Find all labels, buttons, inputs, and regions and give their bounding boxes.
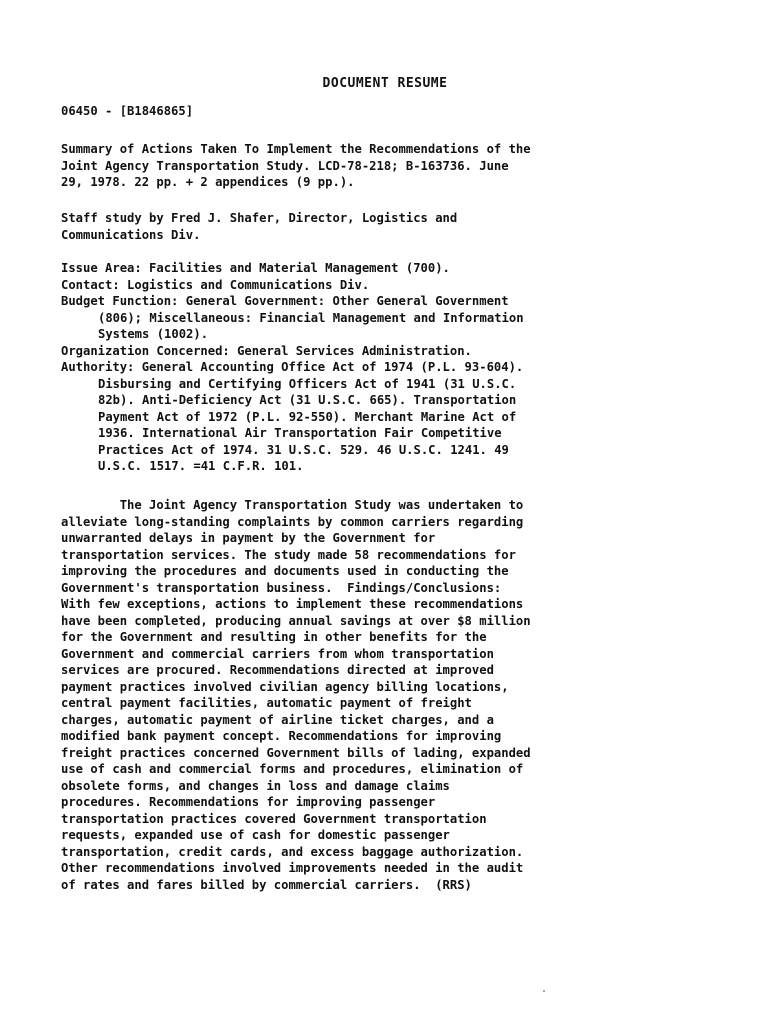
abstract-line: Government and commercial carriers from whom transportation xyxy=(61,646,494,661)
abstract-line: charges, automatic payment of airline ticket charges, and a xyxy=(61,712,494,727)
metadata-line: 1936. International Air Transportation Fair Competitive xyxy=(98,426,502,440)
metadata-line: Budget Function: General Government: Other General Government xyxy=(61,294,509,308)
abstract-line: Government's transportation business. Findings/Conclusions: xyxy=(61,580,502,595)
abstract-line: procedures. Recommendations for improving passenger xyxy=(61,795,436,809)
abstract-line: With few exceptions, actions to implement these recommendations xyxy=(61,597,524,611)
summary-line: Joint Agency Transportation Study. LCD-78-218; B-163736. June xyxy=(61,158,509,173)
index-metadata xyxy=(61,260,711,475)
metadata-line: Organization Concerned: General Services Administration. xyxy=(61,343,472,358)
abstract-line: payment practices involved civilian agency billing locations, xyxy=(61,679,509,694)
abstract-line: obsolete forms, and changes in loss and damage claims xyxy=(61,778,450,793)
abstract-line: unwarranted delays in payment by the Government for xyxy=(61,531,436,545)
metadata-line: 82b). Anti-Deficiency Act (31 U.S.C. 665). Transportation xyxy=(98,393,517,407)
accession-number: 06450 - [B1846865] xyxy=(61,104,194,118)
summary-citation xyxy=(61,141,711,191)
metadata-line: Disbursing and Certifying Officers Act of 1941 (31 U.S.C. xyxy=(98,376,517,391)
abstract-paragraph xyxy=(61,497,711,893)
metadata-line: Contact: Logistics and Communications Div. xyxy=(61,277,370,292)
abstract-line: have been completed, producing annual savings at over $8 million xyxy=(61,613,531,628)
scan-speck xyxy=(543,990,545,992)
metadata-line: Payment Act of 1972 (P.L. 92-550). Merchant Marine Act of xyxy=(98,409,517,424)
abstract-line: for the Government and resulting in other benefits for the xyxy=(61,630,487,644)
staff-line: Communications Div. xyxy=(61,227,201,242)
metadata-line: Systems (1002). xyxy=(98,327,209,341)
abstract-line: use of cash and commercial forms and procedures, elimination of xyxy=(61,762,524,776)
abstract-line: central payment facilities, automatic payment of freight xyxy=(61,696,472,710)
abstract-line: requests, expanded use of cash for domestic passenger xyxy=(61,828,450,842)
abstract-line: alleviate long-standing complaints by common carriers regarding xyxy=(61,514,524,529)
metadata-line: (806); Miscellaneous: Financial Management and Information xyxy=(98,310,524,325)
staff-line: Staff study by Fred J. Shafer, Director, Logistics and xyxy=(61,211,458,225)
abstract-line: modified bank payment concept. Recommendations for improving xyxy=(61,729,502,743)
abstract-line: services are procured. Recommendations directed at improved xyxy=(61,663,494,677)
metadata-line: U.S.C. 1517. =41 C.F.R. 101. xyxy=(98,459,304,473)
document-title: DOCUMENT RESUME xyxy=(322,76,448,91)
summary-line: Summary of Actions Taken To Implement the Recommendations of the xyxy=(61,142,531,156)
abstract-line: The Joint Agency Transportation Study was undertaken to xyxy=(61,498,524,512)
metadata-line: Authority: General Accounting Office Act of 1974 (P.L. 93-604). xyxy=(61,360,524,374)
abstract-line: improving the procedures and documents used in conducting the xyxy=(61,564,509,578)
metadata-line: Practices Act of 1974. 31 U.S.C. 529. 46 U.S.C. 1241. 49 xyxy=(98,442,509,457)
summary-line: 29, 1978. 22 pp. + 2 appendices (9 pp.). xyxy=(61,175,355,189)
abstract-line: transportation, credit cards, and excess baggage authorization. xyxy=(61,844,524,859)
abstract-line: Other recommendations involved improvements needed in the audit xyxy=(61,861,524,875)
staff-study-credit xyxy=(61,210,711,243)
metadata-line: Issue Area: Facilities and Material Management (700). xyxy=(61,261,450,275)
abstract-line: freight practices concerned Government bills of lading, expanded xyxy=(61,745,531,760)
abstract-line: transportation services. The study made 58 recommendations for xyxy=(61,547,516,562)
abstract-line: of rates and fares billed by commercial carriers. (RRS) xyxy=(61,877,472,892)
abstract-line: transportation practices covered Government transportation xyxy=(61,811,487,826)
